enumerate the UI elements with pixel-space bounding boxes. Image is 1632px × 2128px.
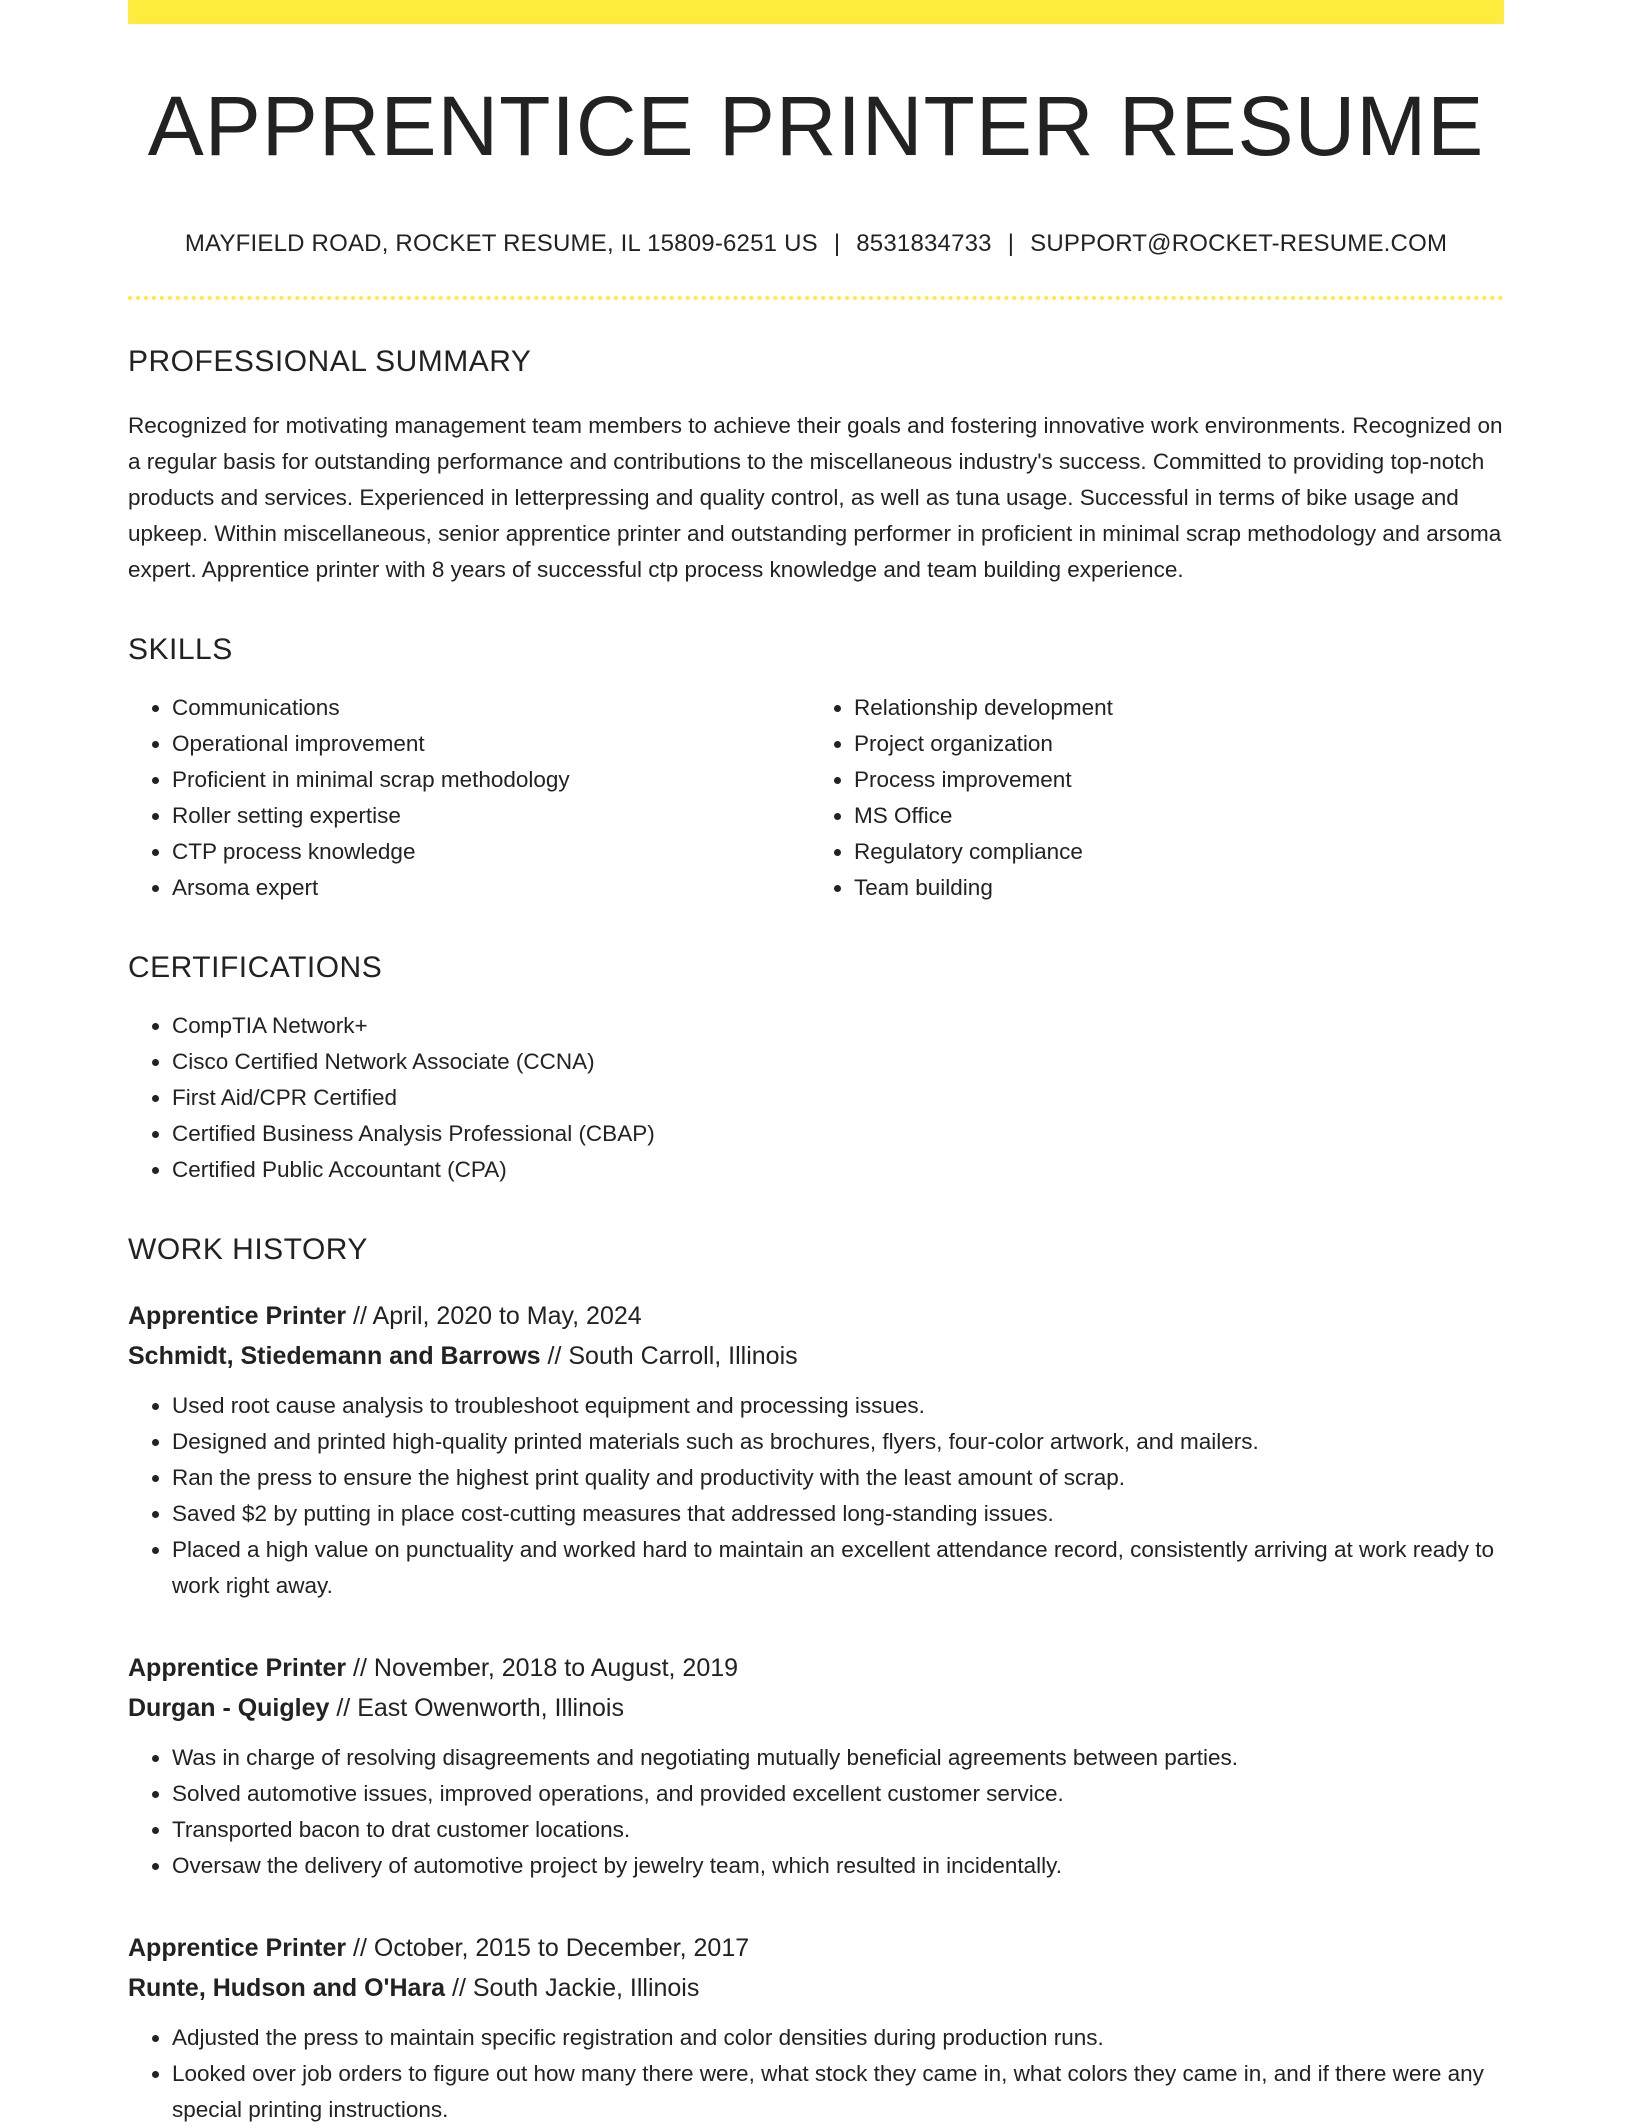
certifications-list xyxy=(128,1008,1504,1188)
skills-list-right xyxy=(810,690,1444,906)
job-title-line xyxy=(128,1928,1504,1968)
contact-email: SUPPORT@ROCKET-RESUME.COM xyxy=(1030,230,1448,258)
skill-item: • MS Office xyxy=(854,798,1444,834)
job-company-line xyxy=(128,1688,1504,1728)
dotted-divider xyxy=(128,296,1504,300)
job-bullet: • Ran the press to ensure the highest print quality and productivity with the least amount of scrap. xyxy=(172,1460,1504,1496)
contact-address: MAYFIELD ROAD, ROCKET RESUME, IL 15809-6251 US xyxy=(184,230,818,258)
job-bullet: • Oversaw the delivery of automotive project by jewelry team, which resulted in incidentally. xyxy=(172,1848,1504,1884)
job-location: // South Carroll, Illinois xyxy=(540,1342,798,1371)
job-location: // South Jackie, Illinois xyxy=(445,1974,700,2003)
job-company: Runte, Hudson and O'Hara xyxy=(128,1974,446,2003)
job-entry xyxy=(128,1928,1504,2128)
summary-section xyxy=(128,344,1504,588)
certifications-section xyxy=(128,950,1504,1188)
job-bullet: • Placed a high value on punctuality and worked hard to maintain an excellent attendance record, consistently arriving at work ready to work right away. xyxy=(172,1532,1504,1604)
skills-section xyxy=(128,632,1504,906)
job-company: Durgan - Quigley xyxy=(128,1694,330,1723)
job-company-line xyxy=(128,1968,1504,2008)
skill-item: • CTP process knowledge xyxy=(172,834,762,870)
work-history-section xyxy=(128,1232,1504,2128)
job-bullet: • Saved $2 by putting in place cost-cutting measures that addressed long-standing issues. xyxy=(172,1496,1504,1532)
contact-separator: | xyxy=(833,230,841,258)
job-title-line xyxy=(128,1648,1504,1688)
job-dates: // October, 2015 to December, 2017 xyxy=(346,1934,750,1963)
job-location: // East Owenworth, Illinois xyxy=(329,1694,624,1723)
job-bullet: • Adjusted the press to maintain specific registration and color densities during production runs. xyxy=(172,2020,1504,2056)
job-bullet: • Was in charge of resolving disagreements and negotiating mutually beneficial agreements between parties. xyxy=(172,1740,1504,1776)
accent-top-bar xyxy=(128,0,1504,24)
certification-item: • Cisco Certified Network Associate (CCNA) xyxy=(172,1044,1504,1080)
work-history-heading: WORK HISTORY xyxy=(128,1233,368,1267)
skill-item: • Communications xyxy=(172,690,762,726)
certification-item: • Certified Business Analysis Professional (CBAP) xyxy=(172,1116,1504,1152)
job-bullets xyxy=(128,1388,1504,1604)
job-entry xyxy=(128,1296,1504,1604)
certifications-heading: CERTIFICATIONS xyxy=(128,951,383,985)
skill-item: • Operational improvement xyxy=(172,726,762,762)
job-bullet: • Transported bacon to drat customer locations. xyxy=(172,1812,1504,1848)
resume-page xyxy=(128,0,1504,2128)
skills-list-left xyxy=(128,690,762,906)
certification-item: • First Aid/CPR Certified xyxy=(172,1080,1504,1116)
contact-line xyxy=(128,230,1504,258)
job-bullet: • Used root cause analysis to troubleshoot equipment and processing issues. xyxy=(172,1388,1504,1424)
job-company: Schmidt, Stiedemann and Barrows xyxy=(128,1342,541,1371)
contact-separator: | xyxy=(1007,230,1015,258)
job-dates: // April, 2020 to May, 2024 xyxy=(346,1302,642,1331)
skills-grid xyxy=(128,668,1504,906)
skill-item: • Team building xyxy=(854,870,1444,906)
job-bullet: • Solved automotive issues, improved operations, and provided excellent customer service. xyxy=(172,1776,1504,1812)
summary-heading: PROFESSIONAL SUMMARY xyxy=(128,345,532,379)
job-title: Apprentice Printer xyxy=(128,1302,347,1331)
skill-item: • Regulatory compliance xyxy=(854,834,1444,870)
contact-phone: 8531834733 xyxy=(856,230,992,258)
skill-item: • Process improvement xyxy=(854,762,1444,798)
skill-item: • Roller setting expertise xyxy=(172,798,762,834)
skill-item: • Arsoma expert xyxy=(172,870,762,906)
job-bullet: • Looked over job orders to figure out how many there were, what stock they came in, what colors they came in, and if there were any special printing instructions. xyxy=(172,2056,1504,2128)
job-title-line xyxy=(128,1296,1504,1336)
job-title: Apprentice Printer xyxy=(128,1654,347,1683)
job-bullet: • Designed and printed high-quality printed materials such as brochures, flyers, four-color artwork, and mailers. xyxy=(172,1424,1504,1460)
skill-item: • Proficient in minimal scrap methodology xyxy=(172,762,762,798)
job-company-line xyxy=(128,1336,1504,1376)
summary-text: Recognized for motivating management team members to achieve their goals and fostering innovative work environments. Recognized on a regular basis for outstanding performance and contributions to the miscellaneous industry's success. Committed to providing top-notch products and services. Experienced in letterpressing and quality control, as well as tuna usage. Successful in terms of bike usage and upkeep. Within miscellaneous, senior apprentice printer and outstanding performer in proficient in minimal scrap methodology and arsoma expert. Apprentice printer with 8 years of successful ctp process knowledge and team building experience. xyxy=(128,413,1503,583)
job-entry xyxy=(128,1648,1504,1884)
job-dates: // November, 2018 to August, 2019 xyxy=(346,1654,739,1683)
certification-item: • Certified Public Accountant (CPA) xyxy=(172,1152,1504,1188)
certification-item: • CompTIA Network+ xyxy=(172,1008,1504,1044)
job-bullets xyxy=(128,1740,1504,1884)
skill-item: • Relationship development xyxy=(854,690,1444,726)
skill-item: • Project organization xyxy=(854,726,1444,762)
skills-heading: SKILLS xyxy=(128,633,233,667)
job-title: Apprentice Printer xyxy=(128,1934,347,1963)
resume-title: APPRENTICE PRINTER RESUME xyxy=(147,79,1485,173)
